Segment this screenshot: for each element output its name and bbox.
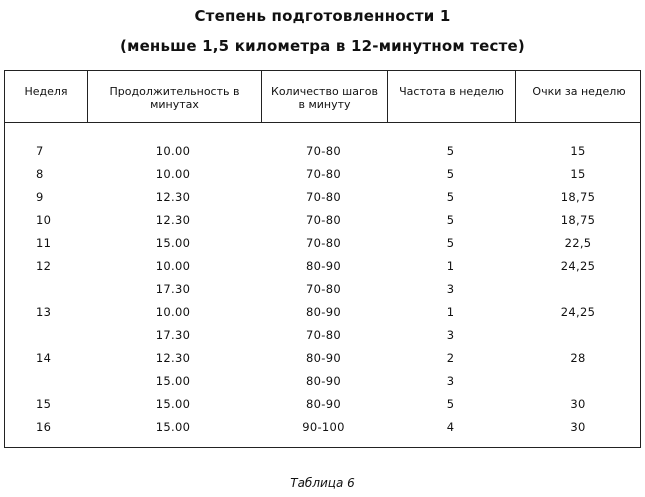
- cell-duration: 12.30: [155, 213, 191, 227]
- cell-week: [36, 278, 76, 301]
- header-steps: Количество шагов в минуту: [271, 85, 378, 111]
- cell-frequency: 1: [446, 259, 455, 273]
- table-row: [5, 347, 640, 370]
- table-row: [5, 301, 640, 324]
- cell-frequency: 4: [446, 420, 455, 434]
- table-row: [5, 163, 640, 186]
- cell-points: 18,75: [560, 190, 596, 204]
- cell-duration: 10.00: [155, 259, 191, 273]
- cell-frequency: 5: [446, 213, 455, 227]
- cell-frequency: 5: [446, 236, 455, 250]
- cell-points: 18,75: [560, 213, 596, 227]
- cell-points: 30: [570, 420, 586, 434]
- cell-week: [36, 324, 76, 347]
- cell-steps: 70-80: [306, 144, 341, 158]
- cell-week: 14: [36, 351, 52, 365]
- cell-frequency: 1: [446, 305, 455, 319]
- cell-frequency: 3: [446, 374, 455, 388]
- cell-points: 15: [570, 167, 586, 181]
- table-row: [5, 140, 640, 163]
- cell-steps: 80-90: [306, 397, 341, 411]
- cell-week: 10: [36, 213, 52, 227]
- table-row: [5, 278, 640, 301]
- header-duration: Продолжительность в минутах: [109, 85, 240, 111]
- table-row: [5, 393, 640, 416]
- cell-duration: 10.00: [155, 144, 191, 158]
- cell-duration: 10.00: [155, 305, 191, 319]
- cell-week: 11: [36, 236, 52, 250]
- cell-week: 16: [36, 420, 52, 434]
- cell-week: 9: [36, 190, 44, 204]
- cell-duration: 15.00: [155, 374, 191, 388]
- cell-week: 8: [36, 167, 44, 181]
- cell-points: [515, 324, 641, 347]
- cell-duration: 17.30: [155, 328, 191, 342]
- cell-duration: 15.00: [155, 397, 191, 411]
- header-week: Неделя: [24, 85, 68, 98]
- table-row: [5, 186, 640, 209]
- header-frequency: Частота в неделю: [399, 85, 504, 98]
- cell-frequency: 5: [446, 190, 455, 204]
- cell-duration: 12.30: [155, 190, 191, 204]
- cell-week: 12: [36, 259, 52, 273]
- cell-steps: 70-80: [306, 282, 341, 296]
- cell-steps: 70-80: [306, 236, 341, 250]
- cell-week: 7: [36, 144, 44, 158]
- cell-points: 24,25: [560, 259, 596, 273]
- cell-points: 30: [570, 397, 586, 411]
- table-row: [5, 370, 640, 393]
- cell-frequency: 5: [446, 397, 455, 411]
- cell-points: 28: [570, 351, 586, 365]
- table-row: [5, 209, 640, 232]
- page-title: Степень подготовленности 1: [194, 7, 451, 25]
- cell-points: 24,25: [560, 305, 596, 319]
- cell-duration: 17.30: [155, 282, 191, 296]
- cell-frequency: 2: [446, 351, 455, 365]
- table-header: [5, 71, 640, 123]
- cell-steps: 70-80: [306, 328, 341, 342]
- cell-steps: 90-100: [302, 420, 345, 434]
- page-subtitle: (меньше 1,5 километра в 12-минутном тесте): [120, 37, 525, 55]
- cell-points: [515, 370, 641, 393]
- cell-points: [515, 278, 641, 301]
- table-row: [5, 324, 640, 347]
- cell-steps: 70-80: [306, 167, 341, 181]
- cell-frequency: 3: [446, 282, 455, 296]
- header-points: Очки за неделю: [532, 85, 626, 98]
- cell-duration: 15.00: [155, 420, 191, 434]
- cell-frequency: 5: [446, 167, 455, 181]
- cell-week: 13: [36, 305, 52, 319]
- cell-duration: 15.00: [155, 236, 191, 250]
- cell-week: [36, 370, 76, 393]
- cell-steps: 70-80: [306, 213, 341, 227]
- cell-duration: 12.30: [155, 351, 191, 365]
- cell-frequency: 5: [446, 144, 455, 158]
- cell-duration: 10.00: [155, 167, 191, 181]
- cell-steps: 70-80: [306, 190, 341, 204]
- cell-steps: 80-90: [306, 305, 341, 319]
- training-table: [4, 70, 641, 448]
- cell-steps: 80-90: [306, 351, 341, 365]
- cell-points: 15: [570, 144, 586, 158]
- cell-points: 22,5: [564, 236, 592, 250]
- cell-steps: 80-90: [306, 374, 341, 388]
- cell-frequency: 3: [446, 328, 455, 342]
- cell-week: 15: [36, 397, 52, 411]
- table-row: [5, 255, 640, 278]
- table-row: [5, 416, 640, 439]
- table-row: [5, 232, 640, 255]
- cell-steps: 80-90: [306, 259, 341, 273]
- table-caption: Таблица 6: [290, 476, 355, 490]
